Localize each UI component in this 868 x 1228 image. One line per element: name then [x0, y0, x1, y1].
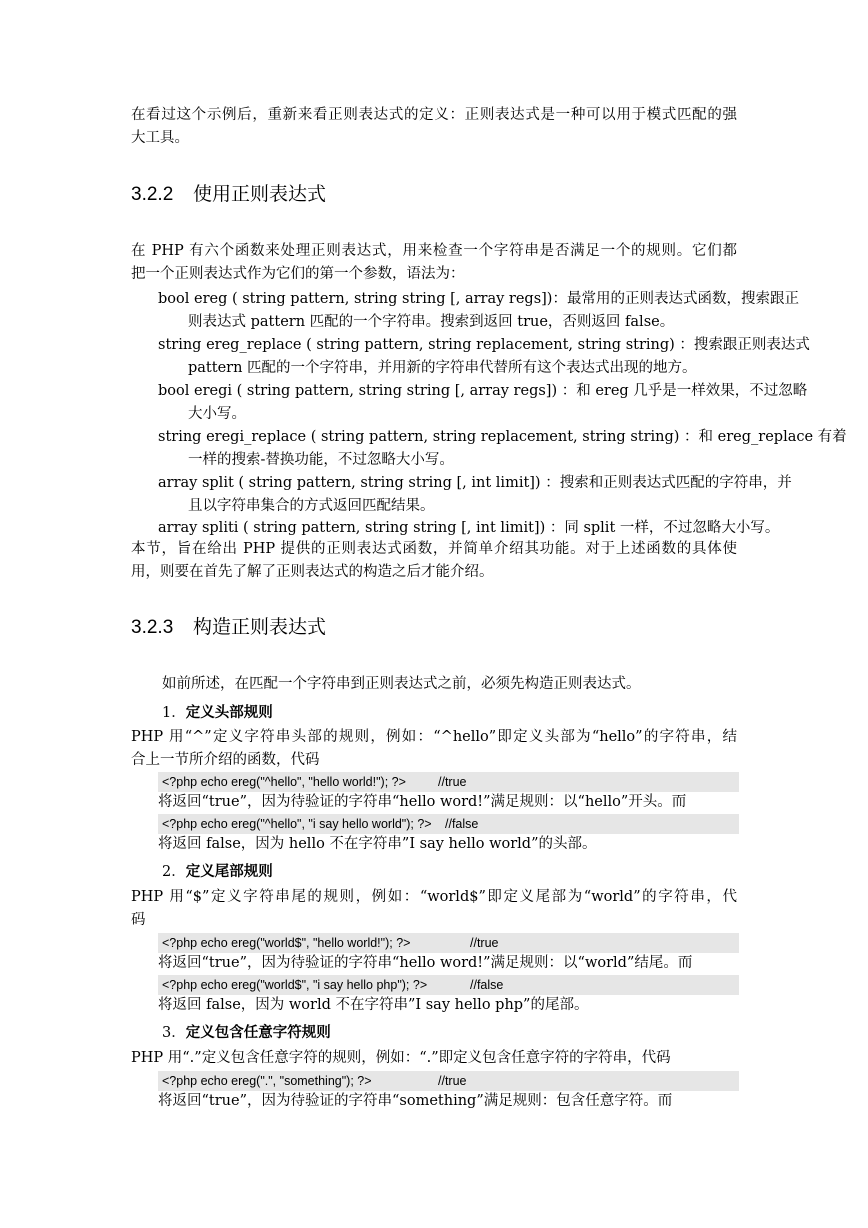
example-result: 将返回“true”，因为待验证的字符串“hello word!”满足规则：以“hello”开头。而 [158, 794, 687, 810]
function-line: bool ereg ( string pattern, string string [, array regs])：最常用的正则表达式函数，搜索跟正 [158, 291, 799, 307]
code-comment: //true [438, 775, 467, 789]
rule-description: 码 [131, 912, 146, 928]
section-title: 使用正则表达式 [193, 184, 327, 205]
section-heading-323 [131, 615, 326, 641]
example-result: 将返回 false，因为 world 不在字符串”I say hello php”的尾部。 [158, 997, 589, 1013]
function-line: 一样的搜索-替换功能，不过忽略大小写。 [188, 452, 454, 468]
code-text: <?php echo ereg("^hello", "i say hello world"); ?> [162, 817, 432, 831]
rule-index: 3． [162, 1025, 186, 1041]
rule-description: PHP 用“$”定义字符串尾的规则，例如：“world$”即定义尾部为“world”的字符串，代 [131, 889, 737, 905]
function-line: 且以字符串集合的方式返回匹配结果。 [188, 498, 435, 514]
function-line: bool eregi ( string pattern, string string [, array regs]) ：和 ereg 几乎是一样效果，不过忽略 [158, 383, 808, 399]
function-line: 则表达式 pattern 匹配的一个字符串。搜索到返回 true，否则返回 false。 [188, 314, 675, 330]
intro-line-2: 大工具。 [131, 130, 189, 146]
code-comment: //true [470, 936, 499, 950]
code-text: <?php echo ereg("world$", "i say hello php"); ?> [162, 978, 428, 992]
code-comment: //false [445, 817, 479, 831]
rule-title: 定义包含任意字符规则 [185, 1024, 331, 1041]
intro-line-1: 在看过这个示例后，重新来看正则表达式的定义：正则表达式是一种可以用于模式匹配的强 [131, 107, 737, 123]
example-result: 将返回 false，因为 hello 不在字符串”I say hello world”的头部。 [158, 836, 597, 852]
rule-index: 2． [162, 864, 186, 880]
code-comment: //false [470, 978, 504, 992]
paragraph-line: 本节，旨在给出 PHP 提供的正则表达式函数，并简单介绍其功能。对于上述函数的具体使 [131, 541, 737, 557]
paragraph-line: 用，则要在首先了解了正则表达式的构造之后才能介绍。 [131, 564, 494, 580]
rule-description: PHP 用“^”定义字符串头部的规则，例如：“^hello”即定义头部为“hello”的字符串，结 [131, 729, 737, 745]
code-block [158, 933, 739, 953]
paragraph-line: 把一个正则表达式作为它们的第一个参数，语法为： [131, 266, 465, 282]
rule-heading [162, 1022, 331, 1044]
rule-heading [162, 702, 273, 724]
example-result: 将返回“true”，因为待验证的字符串“hello word!”满足规则：以“world”结尾。而 [158, 955, 693, 971]
example-result: 将返回“true”，因为待验证的字符串“something”满足规则：包含任意字符。而 [158, 1093, 673, 1109]
function-line: array spliti ( string pattern, string string [, int limit]) ：同 split 一样，不过忽略大小写。 [158, 520, 780, 536]
rule-heading [162, 861, 273, 883]
lead-paragraph: 如前所述，在匹配一个字符串到正则表达式之前，必须先构造正则表达式。 [162, 676, 641, 692]
code-block [158, 1071, 739, 1091]
rule-title: 定义头部规则 [185, 704, 273, 721]
code-comment: //true [438, 1074, 467, 1088]
function-line: pattern 匹配的一个字符串，并用新的字符串代替所有这个表达式出现的地方。 [188, 360, 697, 376]
code-text: <?php echo ereg("^hello", "hello world!"); ?> [162, 775, 406, 789]
code-block [158, 772, 739, 792]
section-number: 3.2.3 [131, 617, 174, 638]
paragraph-line: 在 PHP 有六个函数来处理正则表达式，用来检查一个字符串是否满足一个的规则。它们都 [131, 243, 737, 259]
section-title: 构造正则表达式 [193, 617, 327, 638]
rule-index: 1． [162, 705, 186, 721]
function-line: array split ( string pattern, string string [, int limit]) ：搜索和正则表达式匹配的字符串，并 [158, 475, 792, 491]
code-text: <?php echo ereg(".", "something"); ?> [162, 1074, 372, 1088]
function-line: string eregi_replace ( string pattern, string replacement, string string) ：和 ereg_replace 有着 [158, 429, 847, 445]
section-number: 3.2.2 [131, 184, 174, 205]
code-block [158, 975, 739, 995]
function-line: 大小写。 [188, 406, 246, 422]
code-block [158, 814, 739, 834]
rule-description: PHP 用“.”定义包含任意字符的规则，例如：“.”即定义包含任意字符的字符串，代码 [131, 1050, 671, 1066]
code-text: <?php echo ereg("world$", "hello world!"); ?> [162, 936, 411, 950]
function-line: string ereg_replace ( string pattern, string replacement, string string) ：搜索跟正则表达式 [158, 337, 810, 353]
section-heading-322 [131, 182, 326, 208]
rule-title: 定义尾部规则 [185, 863, 273, 880]
rule-description: 合上一节所介绍的函数，代码 [131, 752, 320, 768]
